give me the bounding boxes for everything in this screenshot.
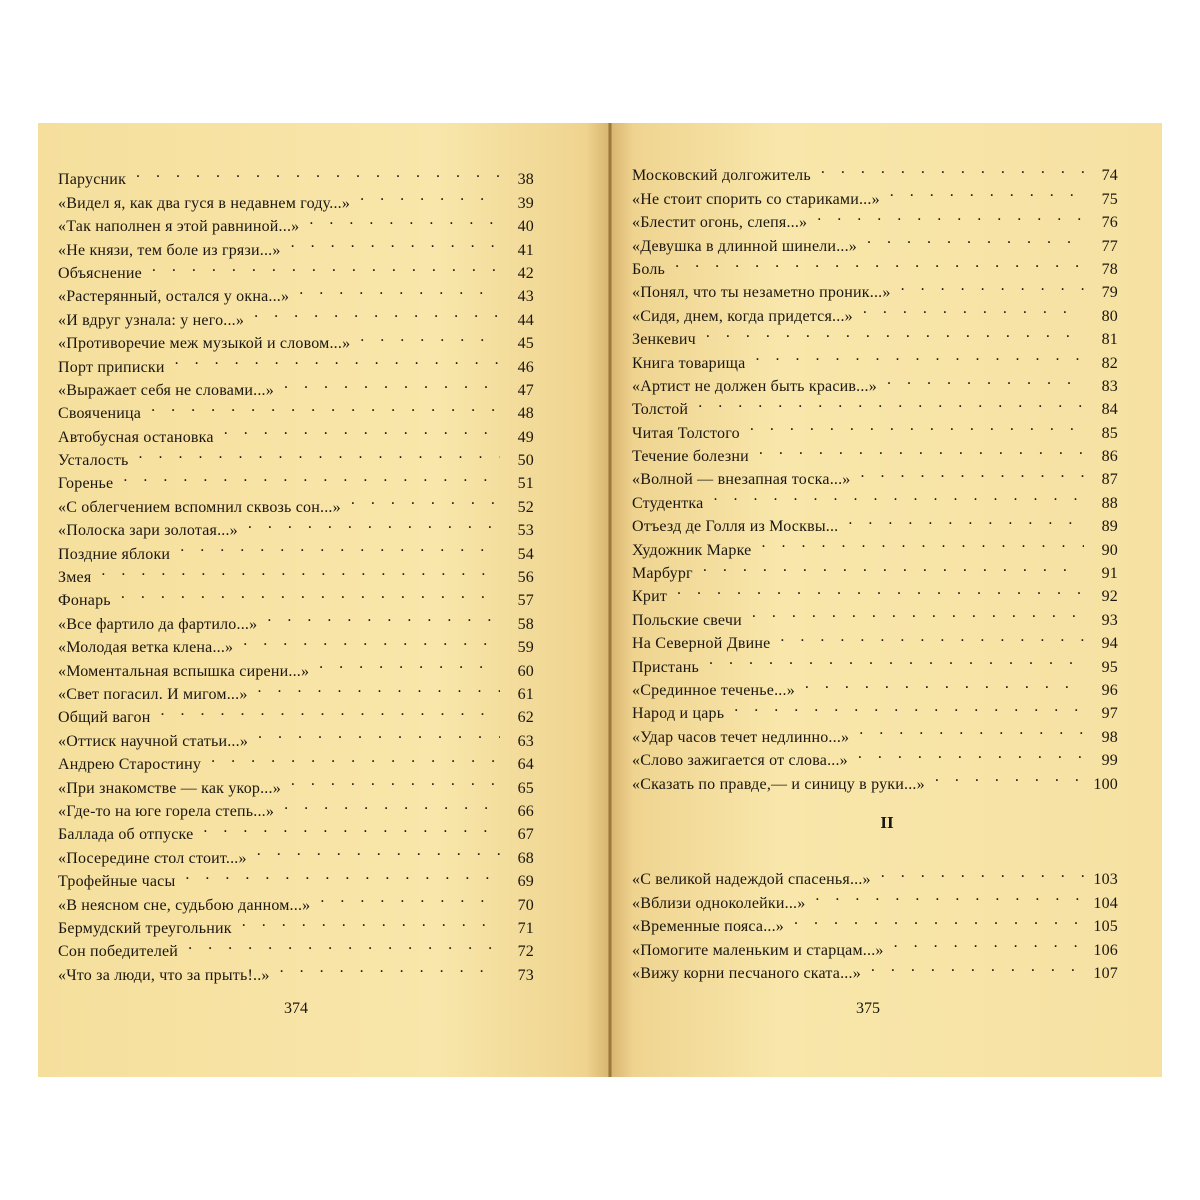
toc-entry bbox=[632, 251, 1118, 278]
toc-entry-page: 52 bbox=[517, 498, 534, 516]
dot-leader bbox=[242, 512, 500, 535]
toc-entry bbox=[632, 861, 1118, 889]
toc-entry-title: «Волной — внезапная тоска...» bbox=[632, 471, 851, 489]
toc-entry-title: «С великой надеждой спасенья...» bbox=[632, 871, 871, 889]
toc-entry-title: «Блестит огонь, слепя...» bbox=[632, 214, 808, 232]
book-spread bbox=[38, 123, 1162, 1077]
dot-leader bbox=[278, 793, 500, 816]
toc-entry-title: «Выражает себя не словами...» bbox=[58, 381, 274, 399]
dot-leader bbox=[252, 722, 500, 745]
toc-entry-page: 65 bbox=[517, 779, 534, 797]
toc-entry-page: 43 bbox=[517, 288, 534, 306]
toc-entry-page: 91 bbox=[1101, 565, 1118, 583]
toc-entry-title: Трофейные часы bbox=[58, 873, 176, 891]
toc-entry-page: 62 bbox=[517, 709, 534, 727]
toc-entry-page: 69 bbox=[517, 873, 534, 891]
toc-entry-page: 107 bbox=[1093, 964, 1118, 982]
toc-entry-title: Народ и царь bbox=[632, 705, 725, 723]
dot-leader bbox=[692, 391, 1084, 414]
toc-entry-page: 40 bbox=[517, 218, 534, 236]
toc-entry-title: «Не стоит спорить со стариками...» bbox=[632, 190, 880, 208]
toc-entry-title: «Посередине стол стоит...» bbox=[58, 849, 247, 867]
toc-entry-title: «В неясном сне, судьбою данном...» bbox=[58, 896, 311, 914]
dot-leader bbox=[671, 578, 1084, 601]
toc-entry-page: 79 bbox=[1101, 284, 1118, 302]
toc-entry-page: 47 bbox=[517, 381, 534, 399]
toc-entry bbox=[632, 414, 1118, 442]
dot-leader bbox=[237, 629, 500, 652]
toc-entry-title: Змея bbox=[58, 569, 92, 587]
toc-entry-title: «Так наполнен я этой равниной...» bbox=[58, 218, 300, 236]
dot-leader bbox=[285, 769, 500, 792]
toc-entry bbox=[58, 161, 534, 189]
toc-entry-title: Андрею Старостину bbox=[58, 756, 202, 774]
toc-entry-page: 84 bbox=[1101, 401, 1118, 419]
dot-leader bbox=[700, 321, 1084, 344]
toc-entry-page: 85 bbox=[1101, 424, 1118, 442]
toc-entry-title: «Девушка в длинной шинели...» bbox=[632, 237, 857, 255]
dot-leader bbox=[133, 442, 500, 465]
toc-entry-title: Фонарь bbox=[58, 592, 111, 610]
toc-entry-page: 80 bbox=[1101, 307, 1118, 325]
toc-entry-page: 58 bbox=[517, 615, 534, 633]
toc-entry bbox=[58, 465, 534, 493]
toc-entry-title: «Срединное теченье...» bbox=[632, 681, 795, 699]
toc-entry bbox=[58, 559, 534, 587]
toc-entry-page: 70 bbox=[517, 896, 534, 914]
toc-entry-title: Польские свечи bbox=[632, 611, 742, 629]
toc-entry-title: «Слово зажигается от слова...» bbox=[632, 752, 848, 770]
toc-entry-page: 72 bbox=[517, 943, 534, 961]
dot-leader bbox=[313, 652, 500, 675]
toc-entry-title: «Сидя, днем, когда придется...» bbox=[632, 307, 853, 325]
toc-entry-title: Баллада об отпуске bbox=[58, 826, 194, 844]
toc-entry bbox=[632, 578, 1118, 606]
toc-entry-page: 96 bbox=[1101, 681, 1118, 699]
dot-leader bbox=[809, 884, 1084, 907]
toc-entry-title: «Все фартило да фартило...» bbox=[58, 615, 258, 633]
toc-entry-title: Боль bbox=[632, 260, 666, 278]
toc-entry-title: Художник Марке bbox=[632, 541, 752, 559]
dot-leader bbox=[236, 910, 500, 933]
toc-list-section-two bbox=[632, 861, 1118, 982]
toc-entry-page: 74 bbox=[1101, 167, 1118, 185]
toc-entry-page: 75 bbox=[1101, 190, 1118, 208]
toc-entry-page: 92 bbox=[1101, 588, 1118, 606]
toc-entry-title: Отъезд де Голля из Москвы... bbox=[632, 518, 839, 536]
toc-entry-page: 63 bbox=[517, 732, 534, 750]
dot-leader bbox=[881, 368, 1084, 391]
dot-leader bbox=[884, 180, 1084, 203]
toc-entry-title: Объяснение bbox=[58, 264, 142, 282]
dot-leader bbox=[707, 484, 1084, 507]
toc-entry-page: 95 bbox=[1101, 658, 1118, 676]
dot-leader bbox=[875, 861, 1084, 884]
dot-leader bbox=[274, 956, 500, 979]
toc-entry bbox=[632, 672, 1118, 699]
dot-leader bbox=[197, 816, 500, 839]
dot-leader bbox=[130, 161, 500, 184]
toc-entry-title: Сон победителей bbox=[58, 943, 179, 961]
dot-leader bbox=[865, 955, 1084, 978]
dot-leader bbox=[285, 231, 500, 254]
toc-entry-page: 38 bbox=[517, 171, 534, 189]
dot-leader bbox=[746, 601, 1084, 624]
toc-entry-title: «Молодая ветка клена...» bbox=[58, 639, 234, 657]
dot-leader bbox=[155, 699, 500, 722]
dot-leader bbox=[145, 395, 500, 418]
toc-entry-page: 86 bbox=[1101, 448, 1118, 466]
toc-entry-page: 104 bbox=[1093, 894, 1118, 912]
toc-entry-page: 100 bbox=[1093, 775, 1118, 793]
dot-leader bbox=[744, 414, 1084, 437]
dot-leader bbox=[117, 465, 500, 488]
toc-entry-page: 94 bbox=[1101, 635, 1118, 653]
toc-entry-page: 82 bbox=[1101, 354, 1118, 372]
toc-entry-title: Студентка bbox=[632, 494, 704, 512]
toc-entry-page: 64 bbox=[517, 756, 534, 774]
toc-entry-page: 87 bbox=[1101, 471, 1118, 489]
dot-leader bbox=[728, 695, 1084, 718]
toc-entry bbox=[632, 321, 1118, 349]
toc-entry bbox=[632, 391, 1118, 419]
toc-entry-page: 56 bbox=[517, 569, 534, 587]
toc-entry-title: «Не князи, тем боле из грязи...» bbox=[58, 241, 281, 259]
toc-entry-title: Зенкевич bbox=[632, 331, 696, 349]
dot-leader bbox=[749, 344, 1084, 367]
toc-entry-title: «Временные пояса...» bbox=[632, 918, 784, 936]
toc-entry-title: Течение болезни bbox=[632, 448, 749, 466]
toc-entry-page: 77 bbox=[1101, 237, 1118, 255]
toc-entry-page: 45 bbox=[517, 335, 534, 353]
dot-leader bbox=[697, 555, 1084, 578]
toc-entry-page: 42 bbox=[517, 264, 534, 282]
toc-entry-title: Автобусная остановка bbox=[58, 428, 214, 446]
toc-entry-title: «Помогите маленьким и старцам...» bbox=[632, 941, 884, 959]
toc-entry-page: 76 bbox=[1101, 214, 1118, 232]
dot-leader bbox=[855, 461, 1085, 484]
dot-leader bbox=[182, 933, 500, 956]
toc-entry-title: Пристань bbox=[632, 658, 699, 676]
toc-entry-title: «Артист не должен быть красив...» bbox=[632, 377, 877, 395]
dot-leader bbox=[861, 227, 1084, 250]
toc-entry-page: 44 bbox=[517, 311, 534, 329]
toc-entry-page: 98 bbox=[1101, 728, 1118, 746]
dot-leader bbox=[852, 742, 1084, 765]
toc-entry-title: «Вижу корни песчаного ската...» bbox=[632, 964, 861, 982]
toc-entry-title: Крит bbox=[632, 588, 668, 606]
toc-entry bbox=[632, 555, 1118, 583]
toc-entry-page: 90 bbox=[1101, 541, 1118, 559]
toc-entry-page: 83 bbox=[1101, 377, 1118, 395]
left-page bbox=[38, 123, 608, 1077]
toc-entry-title: На Северной Двине bbox=[632, 635, 771, 653]
dot-leader bbox=[703, 648, 1084, 671]
dot-leader bbox=[278, 372, 500, 395]
toc-entry-page: 66 bbox=[517, 802, 534, 820]
toc-entry-title: «И вдруг узнала: у него...» bbox=[58, 311, 245, 329]
toc-entry-title: «Противоречие меж музыкой и словом...» bbox=[58, 335, 351, 353]
toc-entry-title: Поздние яблоки bbox=[58, 545, 171, 563]
toc-entry-page: 51 bbox=[517, 475, 534, 493]
toc-entry-page: 39 bbox=[517, 194, 534, 212]
dot-leader bbox=[354, 184, 500, 207]
toc-entry-page: 106 bbox=[1093, 941, 1118, 959]
dot-leader bbox=[248, 301, 500, 324]
toc-entry-title: «Свет погасил. И мигом...» bbox=[58, 685, 248, 703]
toc-entry-page: 105 bbox=[1093, 918, 1118, 936]
toc-entry-page: 48 bbox=[517, 405, 534, 423]
toc-entry-title: Общий вагон bbox=[58, 709, 151, 727]
toc-entry bbox=[632, 601, 1118, 629]
dot-leader bbox=[888, 931, 1084, 954]
dot-leader bbox=[755, 531, 1084, 554]
dot-leader bbox=[853, 718, 1084, 741]
toc-entry-title: «Оттиск научной статьи...» bbox=[58, 732, 249, 750]
dot-leader bbox=[857, 297, 1084, 320]
dot-leader bbox=[252, 676, 500, 699]
page-number-right: 375 bbox=[856, 1000, 880, 1017]
toc-entry-page: 54 bbox=[517, 545, 534, 563]
toc-entry-page: 89 bbox=[1101, 518, 1118, 536]
toc-entry-page: 73 bbox=[517, 966, 534, 984]
section-heading: II bbox=[880, 813, 894, 832]
toc-entry-title: Свояченица bbox=[58, 405, 142, 423]
toc-entry-title: Усталость bbox=[58, 452, 129, 470]
dot-leader bbox=[815, 157, 1084, 180]
toc-entry-page: 50 bbox=[517, 452, 534, 470]
dot-leader bbox=[303, 208, 500, 231]
dot-leader bbox=[95, 559, 500, 582]
toc-entry-page: 53 bbox=[517, 522, 534, 540]
toc-entry-title: «Понял, что ты незаметно проник...» bbox=[632, 284, 891, 302]
toc-list-right bbox=[632, 157, 1118, 793]
toc-entry-page: 99 bbox=[1101, 752, 1118, 770]
toc-entry-title: «Что за люди, что за прыть!..» bbox=[58, 966, 270, 984]
dot-leader bbox=[205, 746, 500, 769]
dot-leader bbox=[115, 582, 500, 605]
toc-entry-title: «Вблизи одноколейки...» bbox=[632, 894, 806, 912]
dot-leader bbox=[774, 625, 1084, 648]
toc-entry-title: Порт приписки bbox=[58, 358, 165, 376]
toc-entry bbox=[632, 648, 1118, 676]
toc-entry-page: 59 bbox=[517, 639, 534, 657]
toc-entry-title: «Моментальная вспышка сирени...» bbox=[58, 662, 310, 680]
dot-leader bbox=[842, 508, 1084, 531]
toc-entry-title: «Где-то на юге горела степь...» bbox=[58, 802, 275, 820]
toc-entry-page: 71 bbox=[517, 919, 534, 937]
toc-entry-page: 81 bbox=[1101, 331, 1118, 349]
dot-leader bbox=[669, 251, 1084, 274]
toc-entry-title: «Полоска зари золотая...» bbox=[58, 522, 238, 540]
toc-entry bbox=[632, 344, 1118, 372]
toc-entry-page: 97 bbox=[1101, 705, 1118, 723]
toc-entry-page: 78 bbox=[1101, 260, 1118, 278]
toc-entry-title: Горенье bbox=[58, 475, 114, 493]
toc-entry-title: «Видел я, как два гуся в недавнем году...» bbox=[58, 194, 351, 212]
dot-leader bbox=[293, 278, 500, 301]
toc-entry-page: 61 bbox=[517, 685, 534, 703]
dot-leader bbox=[146, 255, 500, 278]
toc-entry-page: 41 bbox=[517, 241, 534, 259]
toc-entry-page: 103 bbox=[1093, 871, 1118, 889]
right-page bbox=[612, 123, 1162, 1077]
dot-leader bbox=[354, 325, 500, 348]
page-number-left: 374 bbox=[284, 1000, 308, 1017]
dot-leader bbox=[169, 348, 500, 371]
toc-entry-title: Толстой bbox=[632, 401, 689, 419]
toc-entry-page: 46 bbox=[517, 358, 534, 376]
toc-entry-page: 49 bbox=[517, 428, 534, 446]
toc-entry-page: 93 bbox=[1101, 611, 1118, 629]
dot-leader bbox=[174, 535, 500, 558]
dot-leader bbox=[261, 605, 500, 628]
dot-leader bbox=[799, 672, 1084, 695]
toc-entry bbox=[58, 582, 534, 610]
dot-leader bbox=[753, 438, 1084, 461]
toc-entry-page: 57 bbox=[517, 592, 534, 610]
toc-entry-title: «Удар часов течет недлинно...» bbox=[632, 728, 850, 746]
dot-leader bbox=[895, 274, 1084, 297]
dot-leader bbox=[314, 886, 500, 909]
dot-leader bbox=[179, 863, 500, 886]
toc-entry bbox=[632, 274, 1118, 302]
toc-entry bbox=[58, 184, 534, 212]
toc-entry-title: «Растерянный, остался у окна...» bbox=[58, 288, 290, 306]
toc-entry-title: Марбург bbox=[632, 565, 693, 583]
toc-entry-title: Московский долгожитель bbox=[632, 167, 811, 185]
toc-entry bbox=[58, 605, 534, 633]
dot-leader bbox=[345, 488, 500, 511]
toc-entry bbox=[58, 488, 534, 516]
dot-leader bbox=[811, 204, 1084, 227]
toc-entry-page: 67 bbox=[517, 826, 534, 844]
dot-leader bbox=[929, 765, 1084, 788]
dot-leader bbox=[251, 839, 500, 862]
toc-list-left bbox=[58, 161, 534, 984]
toc-entry bbox=[632, 157, 1118, 185]
toc-entry-title: «При знакомстве — как укор...» bbox=[58, 779, 281, 797]
toc-entry bbox=[632, 508, 1118, 536]
toc-entry-page: 60 bbox=[517, 662, 534, 680]
toc-entry-page: 88 bbox=[1101, 494, 1118, 512]
toc-entry-title: Бермудский треугольник bbox=[58, 919, 232, 937]
toc-entry-page: 68 bbox=[517, 849, 534, 867]
toc-entry-title: «Сказать по правде,— и синицу в руки...» bbox=[632, 775, 925, 793]
toc-entry-title: Читая Толстого bbox=[632, 424, 740, 442]
dot-leader bbox=[788, 908, 1084, 931]
toc-entry-title: Книга товарища bbox=[632, 354, 746, 372]
dot-leader bbox=[218, 418, 500, 441]
toc-entry-title: Парусник bbox=[58, 171, 127, 189]
toc-entry-title: «С облегчением вспомнил сквозь сон...» bbox=[58, 498, 341, 516]
